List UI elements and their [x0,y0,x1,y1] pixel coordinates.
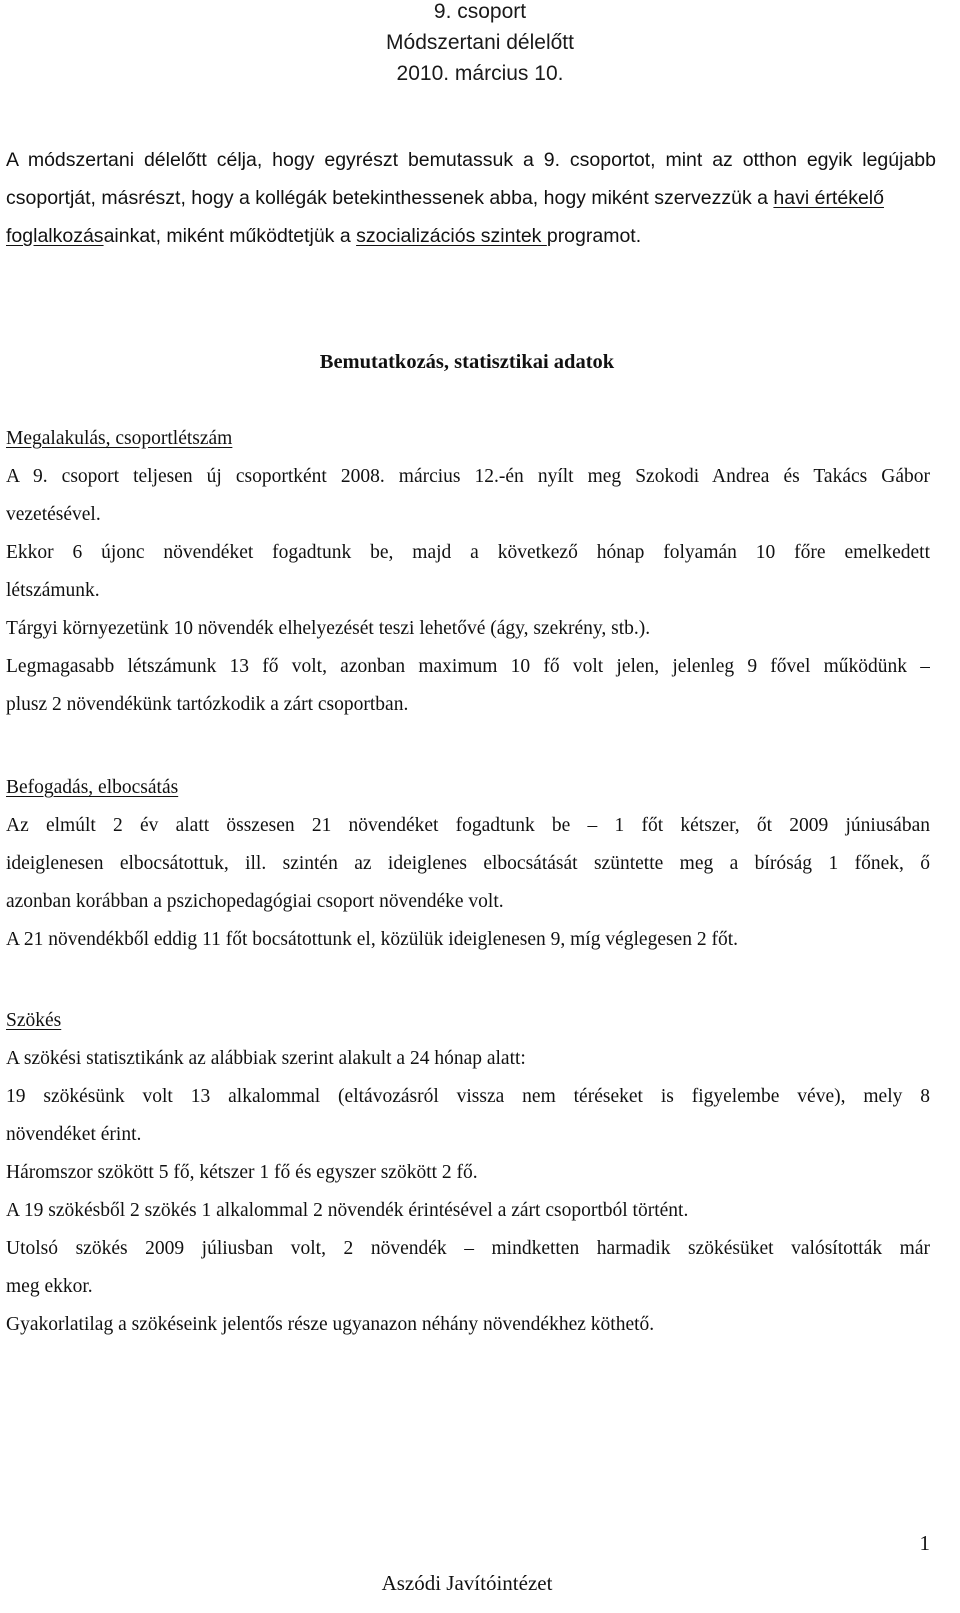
intro-paragraph [6,141,936,255]
page-number: 1 [919,1531,930,1555]
paragraph-line: Gyakorlatilag a szökéseink jelentős része ugyanazon néhány növendékhez köthető. [6,1314,655,1335]
header-date: 2010. március 10. [396,62,564,85]
intro-text: ainkat, miként működtetjük a [103,225,357,247]
paragraph-line: plusz 2 növendékünk tartózkodik a zárt csoportban. [6,694,409,715]
intro-line [6,217,936,255]
paragraph-line: Az elmúlt 2 év alatt összesen 21 növendéket fogadtunk be – 1 főt kétszer, őt 2009 júniusában [6,815,930,836]
intro-line [6,179,936,217]
paragraph-line: Legmagasabb létszámunk 13 fő volt, azonban maximum 10 fő volt jelen, jelenleg 9 fővel működünk – [6,656,930,677]
subsection-heading: Befogadás, elbocsátás [6,777,179,798]
paragraph-line: A szökési statisztikánk az alábbiak szerint alakult a 24 hónap alatt: [6,1048,526,1069]
section-szokes [6,1002,930,1344]
paragraph-line: létszámunk. [6,580,100,601]
paragraph-line: Háromszor szökött 5 fő, kétszer 1 fő és egyszer szökött 2 fő. [6,1162,478,1183]
header-event-title: Módszertani délelőtt [386,31,574,54]
subsection-heading: Szökés [6,1010,62,1031]
underlined-term-foglalkozas: foglalkozás [6,225,104,247]
paragraph-line: A 19 szökésből 2 szökés 1 alkalommal 2 növendék érintésével a zárt csoportból történt. [6,1200,689,1221]
paragraph-line: vezetésével. [6,504,101,525]
subsection-heading: Megalakulás, csoportlétszám [6,428,233,449]
intro-line: A módszertani délelőtt célja, hogy egyrészt bemutassuk a 9. csoportot, mint az otthon egyik legújabb [6,149,936,171]
intro-text: programot. [546,225,642,247]
page-footer: Aszódi Javítóintézet [381,1571,553,1595]
section-megalakulas [6,420,930,724]
header-group-name: 9. csoport [433,0,527,23]
underlined-term-szocializacios-szintek: szocializációs szintek [356,225,547,247]
paragraph-line: azonban korábban a pszichopedagógiai csoport növendéke volt. [6,891,504,912]
paragraph-line: A 21 növendékből eddig 11 főt bocsátottunk el, közülük ideiglenesen 9, míg véglegesen 2 főt. [6,929,739,950]
paragraph-line: meg ekkor. [6,1276,93,1297]
paragraph-line: Tárgyi környezetünk 10 növendék elhelyezését teszi lehetővé (ágy, szekrény, stb.). [6,618,651,639]
section-befogadas [6,769,930,959]
paragraph-line: Ekkor 6 újonc növendéket fogadtunk be, majd a következő hónap folyamán 10 főre emelkedett [6,542,930,563]
underlined-term-havi-ertekelo: havi értékelő [773,187,884,209]
section-title: Bemutatkozás, statisztikai adatok [319,351,615,373]
paragraph-line: növendéket érint. [6,1124,142,1145]
intro-text: csoportját, másrészt, hogy a kollégák betekinthessenek abba, hogy miként szervezzük a [6,187,774,209]
paragraph-line: ideiglenesen elbocsátottuk, ill. szintén az ideiglenes elbocsátását szüntette meg a bíróság 1 főnek, ő [6,853,930,874]
paragraph-line: A 9. csoport teljesen új csoportként 2008. március 12.-én nyílt meg Szokodi Andrea és Takács Gábor [6,466,930,487]
paragraph-line: 19 szökésünk volt 13 alkalommal (eltávozásról vissza nem téréseket is figyelembe véve), mely 8 [6,1086,930,1107]
paragraph-line: Utolsó szökés 2009 júliusban volt, 2 növendék – mindketten harmadik szökésüket valósították már [6,1238,930,1259]
